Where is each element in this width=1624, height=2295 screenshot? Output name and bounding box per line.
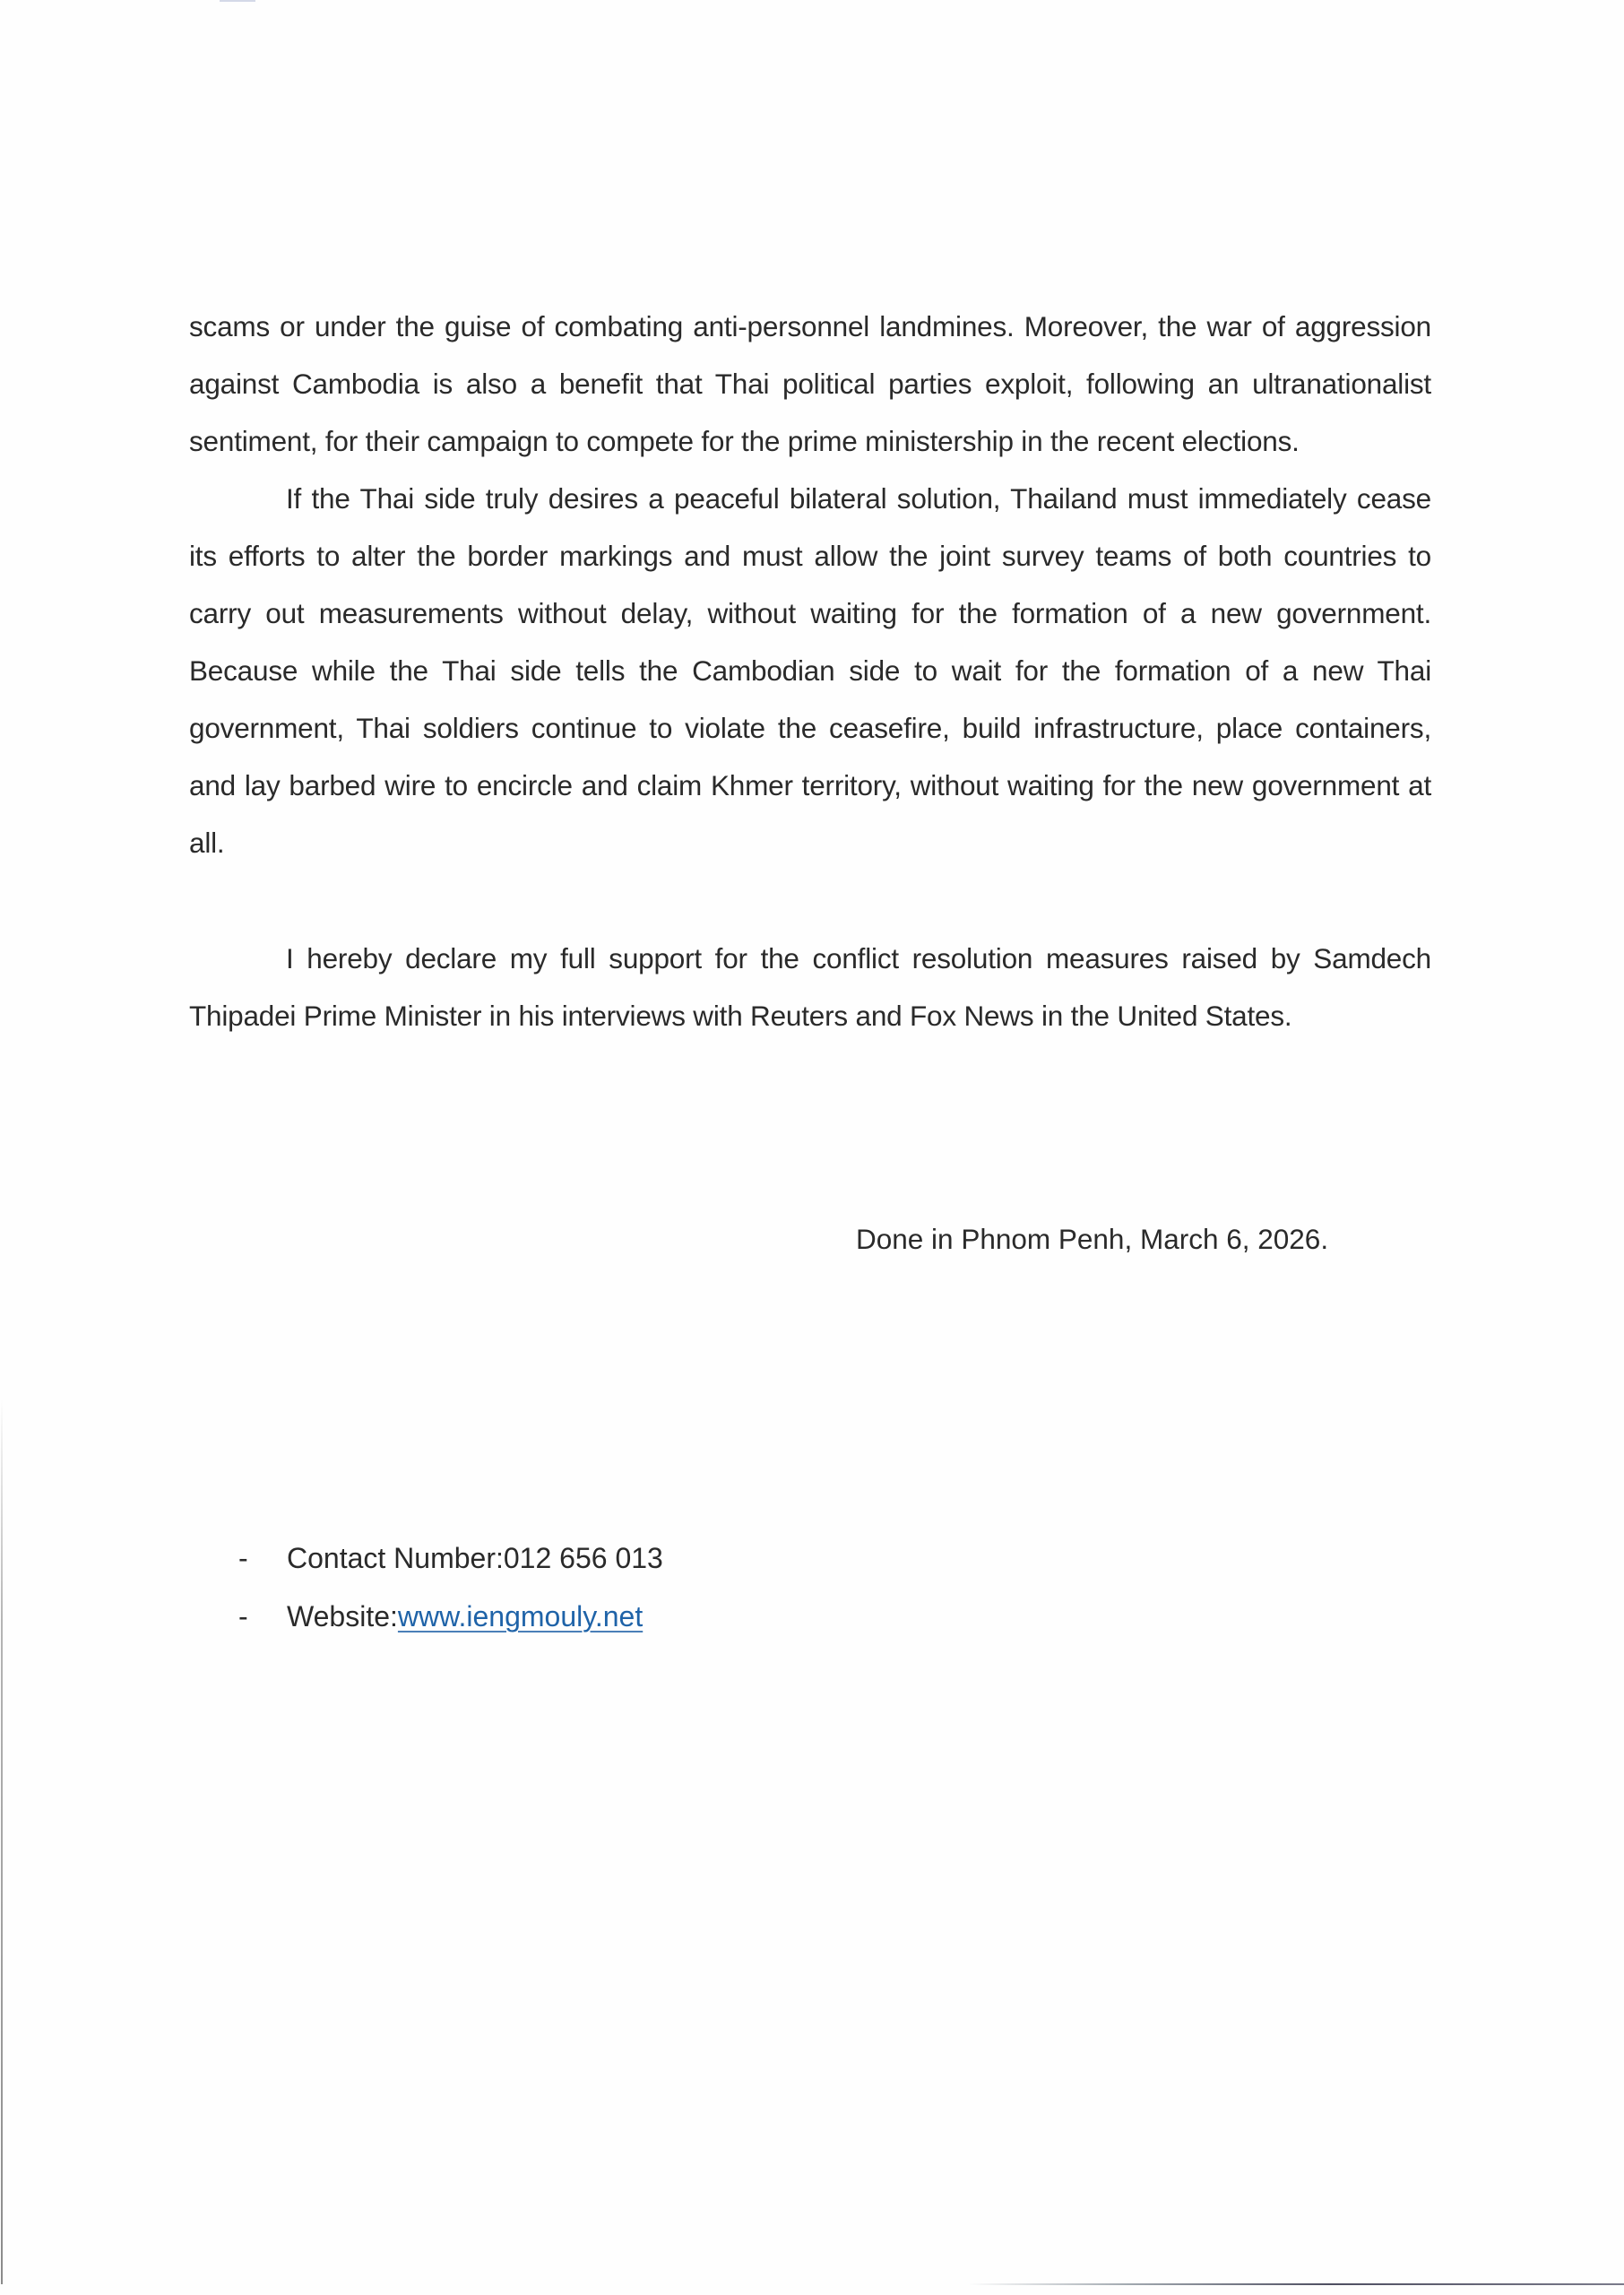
paragraph-peaceful-solution: If the Thai side truly desires a peaceful bilateral solution, Thailand must immediately cease its efforts to alter the border markings and must allow the joint survey teams of both countries to carry out measurements without delay, without waiting for the formation of a new government. Because while the Thai side tells the Cambodian side to wait for the formation of a new Thai government, Thai soldiers continue to violate the ceasefire, build infrastructure, place containers, and lay barbed wire to encircle and claim Khmer territory, without waiting for the new government at all. xyxy=(189,482,1431,859)
paragraph-landmines-elections: scams or under the guise of combating anti-personnel landmines. Moreover, the war of aggression against Cambodia is also a benefit that Thai political parties exploit, following an ultranationalist sentiment, for their campaign to compete for the prime ministership in the recent elections. xyxy=(189,310,1431,457)
contact-phone-label: Contact Number: xyxy=(287,1542,504,1574)
website-link[interactable]: www.iengmouly.net xyxy=(397,1600,644,1632)
bullet-dash-icon: - xyxy=(238,1600,248,1632)
contact-item-website xyxy=(235,1588,663,1646)
contact-website-label: Website: xyxy=(287,1600,398,1632)
contact-phone-value: 012 656 013 xyxy=(503,1542,663,1574)
contact-list xyxy=(235,1529,663,1646)
scan-artifact-top xyxy=(220,0,255,2)
body-text xyxy=(189,298,1431,1044)
scan-artifact-left-edge xyxy=(1,1399,3,2284)
bullet-dash-icon: - xyxy=(238,1542,248,1574)
contact-item-phone xyxy=(235,1529,663,1588)
scan-artifact-bottom-edge xyxy=(968,2283,1624,2285)
signoff-place-date: Done in Phnom Penh, March 6, 2026. xyxy=(856,1223,1329,1255)
paragraph-declaration-of-support: I hereby declare my full support for the conflict resolution measures raised by Samdech Thipadei Prime Minister in his interviews with Reuters and Fox News in the United States. xyxy=(189,942,1431,1032)
